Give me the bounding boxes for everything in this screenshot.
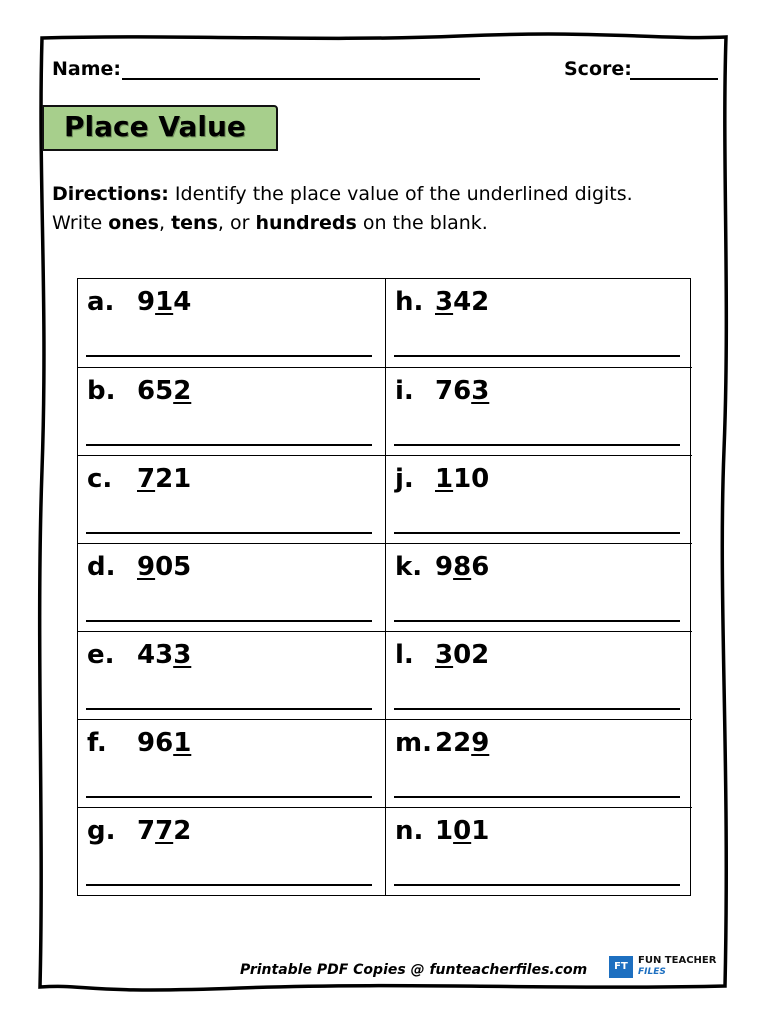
- question-cell: [385, 807, 692, 895]
- question-cell: [78, 455, 385, 543]
- question-label: b.: [87, 376, 116, 406]
- question-label: i.: [395, 376, 414, 406]
- digits-before: 76: [435, 376, 472, 406]
- underlined-digit: 9: [471, 728, 490, 758]
- question-cell: [78, 543, 385, 631]
- question-number: [435, 464, 489, 494]
- question-number: [137, 464, 191, 494]
- answer-blank[interactable]: [394, 884, 680, 886]
- question-text: [87, 464, 191, 494]
- underlined-digit: 1: [173, 728, 192, 758]
- directions-text-3: on the blank.: [356, 212, 488, 234]
- directions: [52, 180, 712, 238]
- question-cell: [385, 719, 692, 807]
- word-tens: tens: [171, 212, 218, 234]
- underlined-digit: 2: [173, 376, 192, 406]
- question-label: n.: [395, 816, 424, 846]
- digits-before: 7: [137, 816, 156, 846]
- question-number: [435, 728, 489, 758]
- name-label: Name:: [52, 58, 122, 80]
- digits-after: 4: [173, 287, 192, 317]
- question-cell: [385, 367, 692, 455]
- question-number: [435, 287, 489, 317]
- word-ones: ones: [108, 212, 159, 234]
- question-text: [87, 376, 191, 406]
- question-text: [87, 816, 191, 846]
- question-label: a.: [87, 287, 115, 317]
- question-text: [395, 376, 489, 406]
- score-blank[interactable]: [630, 78, 718, 80]
- answer-blank[interactable]: [86, 532, 372, 534]
- answer-blank[interactable]: [394, 796, 680, 798]
- question-text: [395, 287, 489, 317]
- answer-blank[interactable]: [86, 355, 372, 357]
- question-number: [137, 640, 191, 670]
- answer-blank[interactable]: [86, 708, 372, 710]
- answer-blank[interactable]: [394, 620, 680, 622]
- word-hundreds: hundreds: [255, 212, 357, 234]
- question-label: k.: [395, 552, 423, 582]
- question-cell: [385, 279, 692, 367]
- logo-mark: FT: [609, 956, 633, 978]
- logo-line-2: FILES: [638, 967, 666, 977]
- question-label: j.: [395, 464, 414, 494]
- digits-after: 02: [453, 640, 490, 670]
- question-text: [87, 287, 191, 317]
- answer-blank[interactable]: [86, 444, 372, 446]
- separator-1: ,: [158, 212, 172, 234]
- digits-before: 9: [137, 287, 156, 317]
- digits-before: 65: [137, 376, 174, 406]
- question-cell: [78, 367, 385, 455]
- directions-line-1: [52, 180, 712, 209]
- digits-after: 1: [471, 816, 490, 846]
- question-number: [435, 376, 489, 406]
- digits-after: 6: [471, 552, 490, 582]
- question-text: [395, 816, 489, 846]
- question-label: f.: [87, 728, 107, 758]
- question-text: [395, 640, 489, 670]
- digits-before: 96: [137, 728, 174, 758]
- question-number: [137, 728, 191, 758]
- underlined-digit: 7: [155, 816, 174, 846]
- digits-after: 2: [173, 816, 192, 846]
- question-number: [137, 552, 191, 582]
- question-number: [137, 376, 191, 406]
- directions-line-2: [52, 209, 712, 238]
- underlined-digit: 8: [453, 552, 472, 582]
- page-title: Place Value: [64, 110, 246, 143]
- digits-after: 21: [155, 464, 192, 494]
- score-label: Score:: [564, 58, 632, 80]
- question-number: [435, 640, 489, 670]
- question-label: g.: [87, 816, 116, 846]
- question-text: [87, 728, 191, 758]
- answer-blank[interactable]: [394, 532, 680, 534]
- question-cell: [78, 631, 385, 719]
- answer-blank[interactable]: [394, 355, 680, 357]
- underlined-digit: 3: [435, 287, 454, 317]
- answer-blank[interactable]: [86, 620, 372, 622]
- answer-blank[interactable]: [86, 884, 372, 886]
- question-cell: [385, 631, 692, 719]
- question-table: [77, 278, 691, 896]
- question-label: d.: [87, 552, 116, 582]
- question-text: [87, 552, 191, 582]
- logo-line-1: FUN TEACHER: [638, 955, 717, 966]
- question-cell: [78, 719, 385, 807]
- underlined-digit: 9: [137, 552, 156, 582]
- question-label: l.: [395, 640, 414, 670]
- question-label: e.: [87, 640, 115, 670]
- digits-after: 05: [155, 552, 192, 582]
- question-label: c.: [87, 464, 113, 494]
- question-number: [137, 816, 191, 846]
- digits-before: 1: [435, 816, 454, 846]
- digits-before: 22: [435, 728, 472, 758]
- underlined-digit: 3: [173, 640, 192, 670]
- question-text: [395, 552, 489, 582]
- question-text: [395, 728, 489, 758]
- question-cell: [385, 455, 692, 543]
- question-label: m.: [395, 728, 432, 758]
- underlined-digit: 1: [155, 287, 174, 317]
- underlined-digit: 1: [435, 464, 454, 494]
- title-banner: [42, 105, 278, 151]
- answer-blank[interactable]: [86, 796, 372, 798]
- digits-before: 9: [435, 552, 454, 582]
- separator-2: , or: [217, 212, 256, 234]
- question-number: [137, 287, 191, 317]
- underlined-digit: 3: [471, 376, 490, 406]
- question-text: [395, 464, 489, 494]
- question-cell: [78, 279, 385, 367]
- underlined-digit: 0: [453, 816, 472, 846]
- underlined-digit: 3: [435, 640, 454, 670]
- answer-blank[interactable]: [394, 708, 680, 710]
- header-row: [52, 58, 720, 86]
- brand-logo: [609, 954, 719, 982]
- directions-text-2: Write: [52, 212, 109, 234]
- underlined-digit: 7: [137, 464, 156, 494]
- name-blank[interactable]: [122, 78, 480, 80]
- question-text: [87, 640, 191, 670]
- question-cell: [385, 543, 692, 631]
- directions-text-1: Identify the place value of the underlined digits.: [168, 183, 633, 205]
- answer-blank[interactable]: [394, 444, 680, 446]
- digits-before: 43: [137, 640, 174, 670]
- question-cell: [78, 807, 385, 895]
- digits-after: 10: [453, 464, 490, 494]
- question-number: [435, 816, 489, 846]
- question-number: [435, 552, 489, 582]
- footer-text: Printable PDF Copies @ funteacherfiles.com: [240, 962, 588, 978]
- directions-lead: Directions:: [52, 183, 169, 205]
- question-label: h.: [395, 287, 424, 317]
- digits-after: 42: [453, 287, 490, 317]
